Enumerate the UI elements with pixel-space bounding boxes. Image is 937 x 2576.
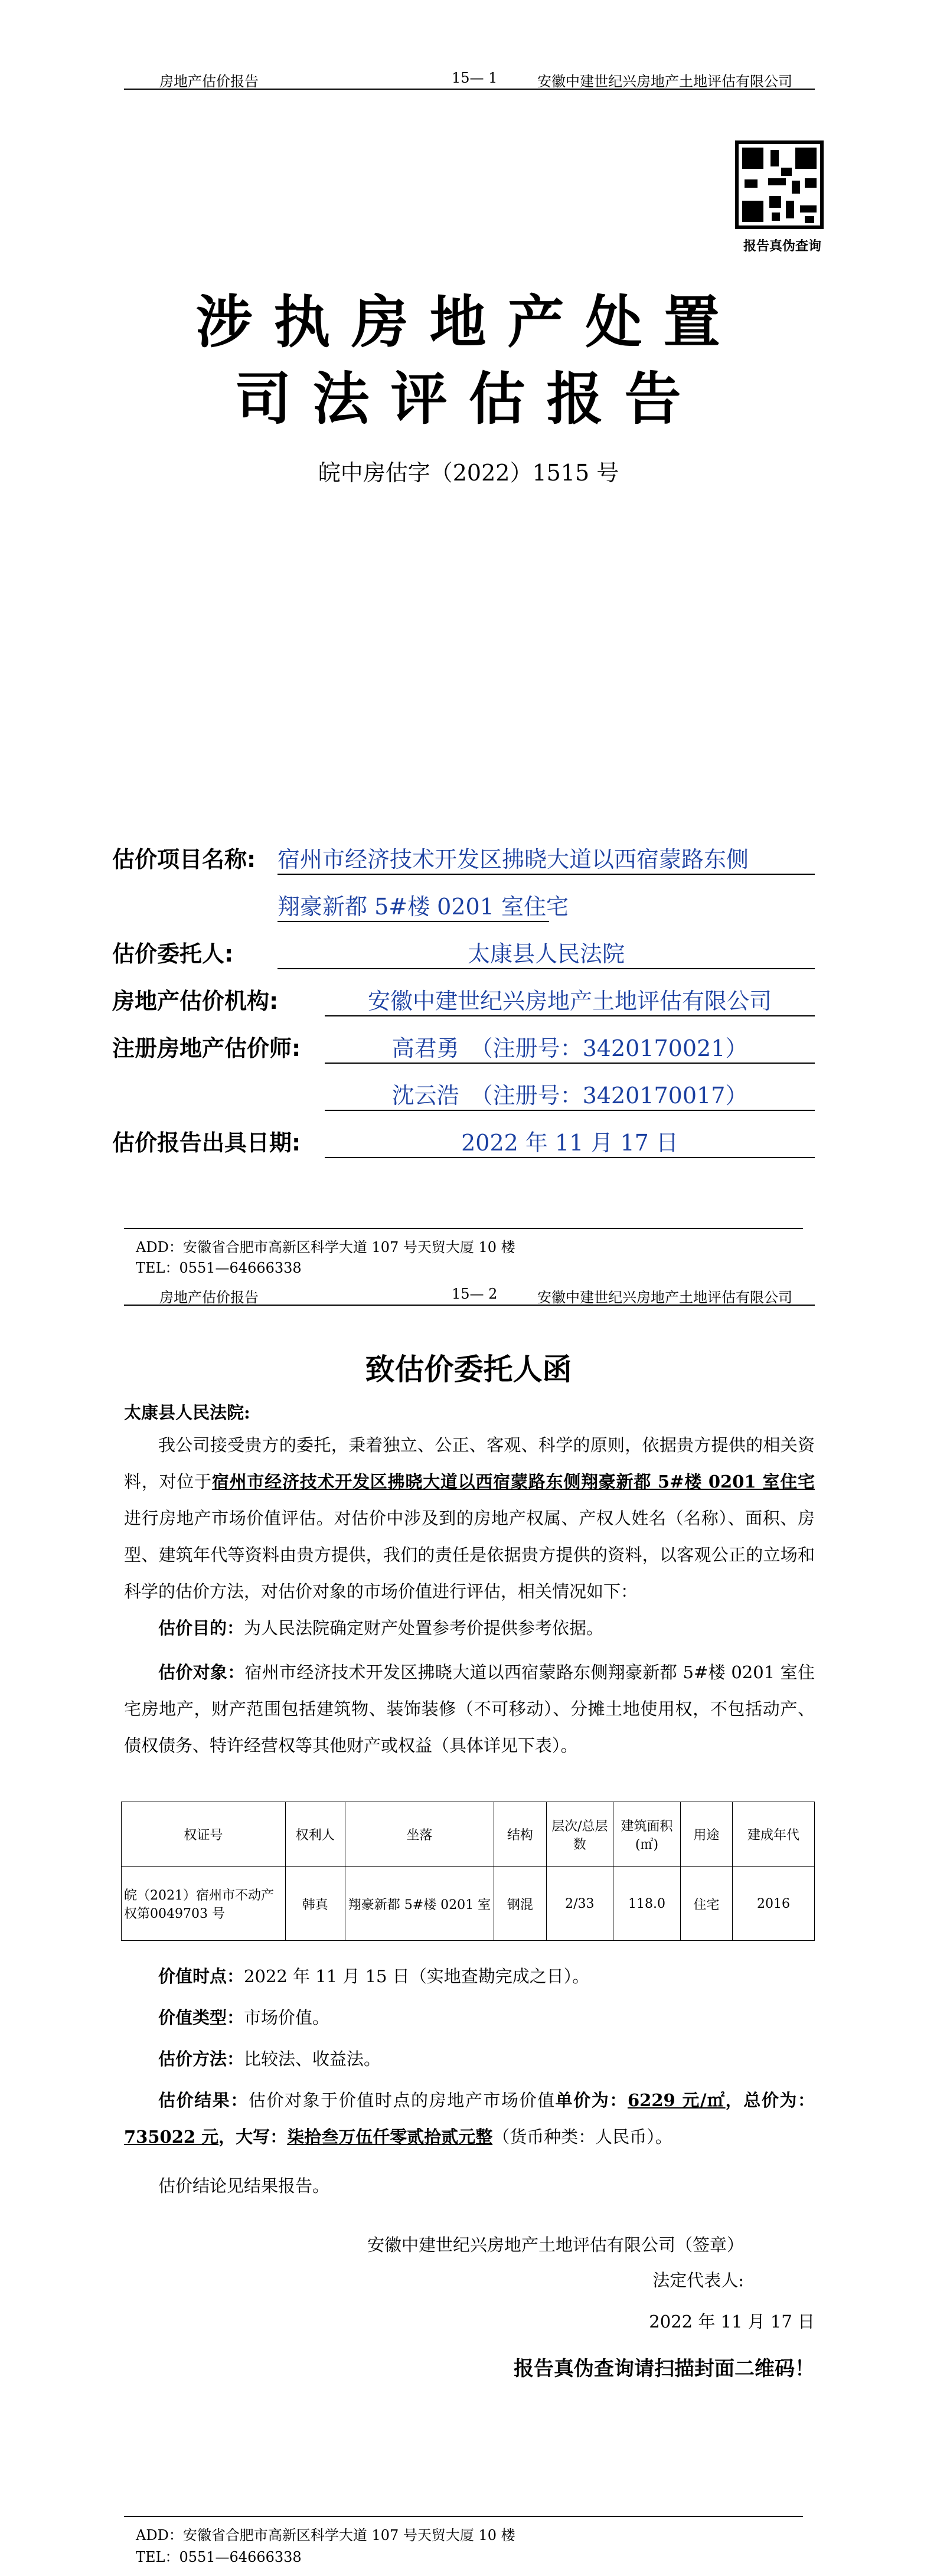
- object-label: 估价对象：: [158, 1662, 245, 1682]
- legal-representative: 法定代表人:: [652, 2270, 744, 2290]
- intro-text-c: 进行房地产市场价值评估。对估价中涉及到的房地产权属、产权人姓名（名称）、面积、房型、建筑年代等资料由贵方提供，我们的责任是依据贵方提供的资料，以客观公正的立场和科学的估价方法，对估价对象的市场价值进行评估，相关情况如下：: [124, 1508, 815, 1601]
- table-cell: 翔豪新都 5#楼 0201 室: [345, 1867, 494, 1941]
- table-header: 建筑面积(㎡): [613, 1802, 681, 1867]
- signature-date: 2022 年 11 月 17 日: [649, 2312, 815, 2332]
- appraiser-2: 沈云浩 （注册号：3420170017）: [325, 1077, 815, 1111]
- value-time: [124, 1958, 815, 1995]
- table-cell: 住宅: [680, 1867, 732, 1941]
- table-cell: 2/33: [546, 1867, 613, 1941]
- valuation-result: [124, 2082, 815, 2155]
- result-text: 估价对象于价值时点的房地产市场价值: [248, 2090, 556, 2110]
- agency-value: 安徽中建世纪兴房地产土地评估有限公司: [325, 983, 815, 1016]
- project-name-label: 估价项目名称:: [112, 846, 256, 872]
- project-name-line2: 翔豪新都 5#楼 0201 室住宅: [277, 888, 549, 922]
- value-type-text: 市场价值。: [244, 2008, 330, 2028]
- total-price-label: ，总价为：: [725, 2090, 815, 2110]
- client-label: 估价委托人:: [112, 941, 234, 967]
- table-cell: 韩真: [285, 1867, 345, 1941]
- header-title: 房地产估价报告: [159, 73, 259, 90]
- table-header: 权证号: [122, 1802, 286, 1867]
- qr-notice: 报告真伪查询请扫描封面二维码！: [514, 2357, 815, 2381]
- table-row: [122, 1867, 815, 1941]
- table-header: 层次/总层数: [546, 1802, 613, 1867]
- header-company: 安徽中建世纪兴房地产土地评估有限公司: [537, 1289, 792, 1306]
- cover-page: [0, 0, 937, 1282]
- footer-telephone: TEL：0551—64666338: [136, 1260, 302, 1276]
- method-label: 估价方法：: [158, 2049, 244, 2069]
- footer-address: ADD：安徽省合肥市高新区科学大道 107 号天贸大厦 10 楼: [136, 1239, 515, 1256]
- value-time-text: 2022 年 11 月 15 日（实地查勘完成之日）。: [244, 1966, 590, 1986]
- footer-divider: [124, 2516, 803, 2517]
- upper-case-value: 柒拾叁万伍仟零贰拾贰元整: [287, 2127, 493, 2147]
- header-title: 房地产估价报告: [159, 1289, 259, 1306]
- purpose-label: 估价目的：: [158, 1618, 244, 1638]
- table-header-row: [122, 1802, 815, 1867]
- agency-label: 房地产估价机构:: [112, 988, 279, 1014]
- unit-price-value: 6229 元/㎡: [627, 2090, 726, 2110]
- footer-telephone: TEL：0551—64666338: [136, 2549, 302, 2565]
- value-type: [124, 1999, 815, 2036]
- header-page-number: 15— 1: [452, 70, 498, 86]
- intro-text-a: 我公司接受贵方的委托，秉着独立、公正、客观、科学的原则，依据贵方提供的相关资料，对位于: [124, 1435, 815, 1492]
- table-cell: 2016: [733, 1867, 815, 1941]
- appraiser-label: 注册房地产估价师:: [112, 1035, 301, 1061]
- total-price-value: 735022 元: [124, 2127, 219, 2147]
- table-header: 权利人: [285, 1802, 345, 1867]
- client-value: 太康县人民法院: [277, 936, 815, 969]
- value-type-label: 价值类型：: [158, 2008, 244, 2028]
- property-address: 宿州市经济技术开发区拂晓大道以西宿蒙路东侧翔豪新都 5#楼 0201 室住宅: [211, 1472, 815, 1492]
- method-text: 比较法、收益法。: [244, 2049, 381, 2069]
- see-report-note: 估价结论见结果报告。: [158, 2176, 330, 2196]
- table-header: 建成年代: [733, 1802, 815, 1867]
- table-cell: 钢混: [494, 1867, 546, 1941]
- value-time-label: 价值时点：: [158, 1966, 244, 1986]
- page-header: [124, 1282, 815, 1306]
- table-cell: 118.0: [613, 1867, 681, 1941]
- footer-address: ADD：安徽省合肥市高新区科学大道 107 号天贸大厦 10 楼: [136, 2527, 515, 2544]
- table-cell: 皖（2021）宿州市不动产权第0049703 号: [122, 1867, 286, 1941]
- object-paragraph: [124, 1654, 815, 1764]
- header-company: 安徽中建世纪兴房地产土地评估有限公司: [537, 73, 792, 90]
- unit-price-label: 单价为：: [555, 2090, 628, 2110]
- table-header: 结构: [494, 1802, 546, 1867]
- page-header: [124, 66, 815, 90]
- upper-case-label: ，大写：: [218, 2127, 288, 2147]
- report-date-value: 2022 年 11 月 17 日: [325, 1124, 815, 1158]
- footer-divider: [124, 1228, 803, 1229]
- letter-page: [0, 1282, 937, 2576]
- report-title-line2: 司法评估报告: [234, 365, 703, 432]
- valuation-method: [124, 2041, 815, 2077]
- company-signature: 安徽中建世纪兴房地产土地评估有限公司（签章）: [367, 2235, 744, 2255]
- table-header: 用途: [680, 1802, 732, 1867]
- purpose-text: 为人民法院确定财产处置参考价提供参考依据。: [244, 1618, 604, 1638]
- purpose-paragraph: [124, 1610, 815, 1646]
- project-name-line1: 宿州市经济技术开发区拂晓大道以西宿蒙路东侧: [277, 841, 815, 875]
- result-label: 估价结果：: [158, 2090, 249, 2110]
- document-number: 皖中房估字（2022）1515 号: [318, 460, 619, 486]
- intro-paragraph: [124, 1427, 815, 1610]
- currency-note: （货币种类：人民币）。: [492, 2127, 672, 2147]
- table-header: 坐落: [345, 1802, 494, 1867]
- report-date-label: 估价报告出具日期:: [112, 1130, 301, 1156]
- letter-title: 致估价委托人函: [365, 1352, 572, 1387]
- report-title-line1: 涉执房地产处置: [195, 289, 742, 355]
- appraiser-1: 高君勇 （注册号：3420170021）: [325, 1030, 815, 1064]
- qr-label: 报告真伪查询: [743, 239, 821, 254]
- header-page-number: 15— 2: [452, 1286, 498, 1302]
- addressee: 太康县人民法院:: [124, 1403, 250, 1423]
- qr-code-icon[interactable]: [735, 140, 824, 229]
- object-text: 宿州市经济技术开发区拂晓大道以西宿蒙路东侧翔豪新都 5#楼 0201 室住宅房地产，财产范围包括建筑物、装饰装修（不可移动）、分摊土地使用权，不包括动产、债权债务、特许经营权等其他财产或权益（具体详见下表）。: [124, 1662, 815, 1756]
- property-table: [121, 1802, 815, 1941]
